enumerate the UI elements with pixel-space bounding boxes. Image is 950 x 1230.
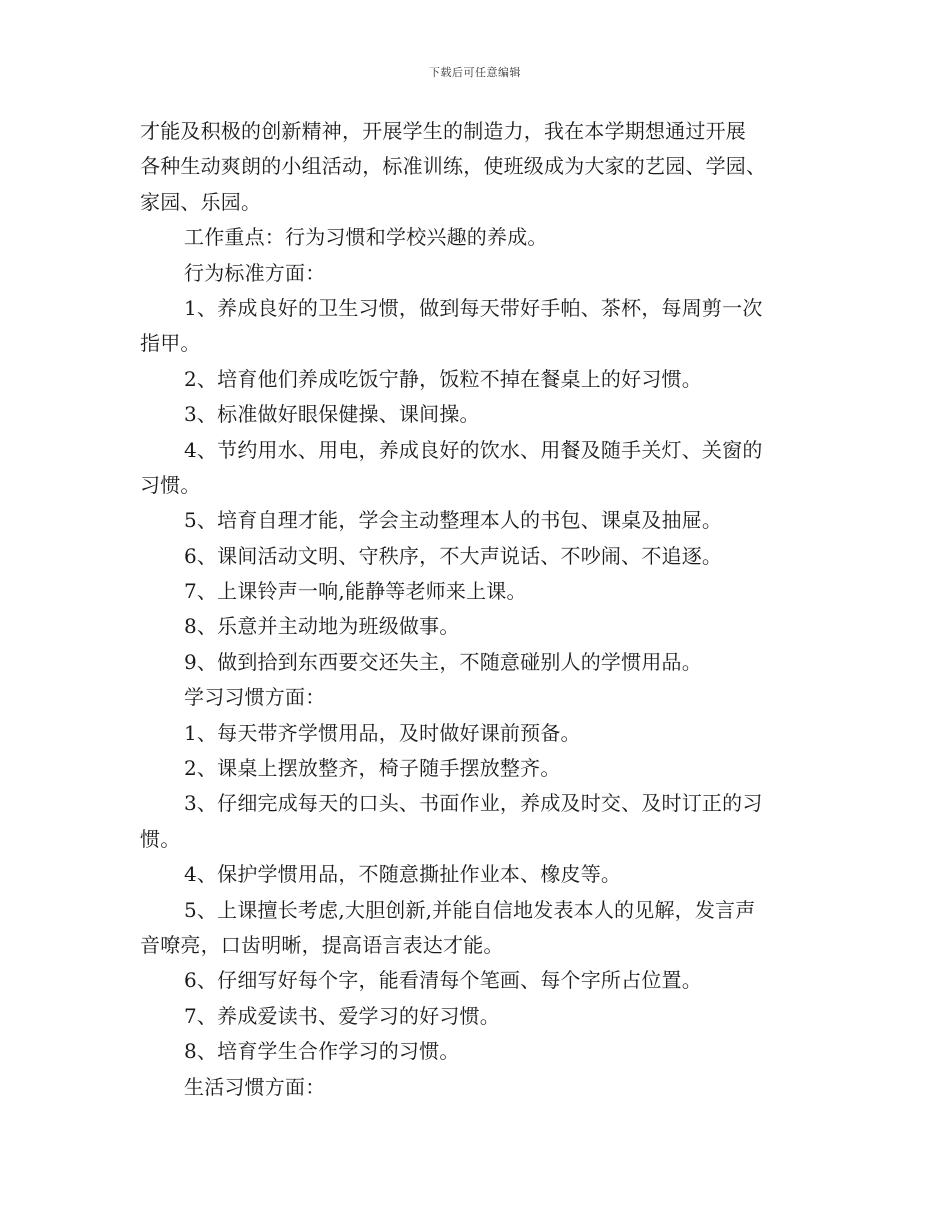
- text-line: 5、培育自理才能，学会主动整理本人的书包、课桌及抽屉。: [184, 508, 723, 533]
- text-line: 1、每天带齐学惯用品，及时做好课前预备。: [184, 720, 581, 745]
- text-line: 惯。: [140, 826, 181, 851]
- text-line: 9、做到拾到东西要交还失主，不随意碰别人的学惯用品。: [184, 649, 702, 674]
- text-line: 3、标准做好眼保健操、课间操。: [184, 402, 480, 427]
- text-line: 2、培育他们养成吃饭宁静，饭粒不掉在餐桌上的好习惯。: [184, 366, 702, 391]
- text-line: 工作重点：行为习惯和学校兴趣的养成。: [184, 225, 548, 250]
- text-line: 音嘹亮，口齿明晰，提高语言表达才能。: [140, 932, 504, 957]
- text-line: 3、仔细完成每天的口头、书面作业，养成及时交、及时订正的习: [184, 791, 763, 816]
- text-line: 习惯。: [140, 472, 201, 497]
- text-line: 各种生动爽朗的小组活动，标准训练，使班级成为大家的艺园、学园、: [140, 154, 767, 179]
- text-line: 2、课桌上摆放整齐，椅子随手摆放整齐。: [184, 756, 561, 781]
- text-line: 8、培育学生合作学习的习惯。: [184, 1039, 460, 1064]
- text-line: 8、乐意并主动地为班级做事。: [184, 614, 460, 639]
- text-line: 家园、乐园。: [140, 189, 262, 214]
- text-line: 6、课间活动文明、守秩序，不大声说话、不吵闹、不追逐。: [184, 543, 723, 568]
- text-line: 才能及积极的创新精神，开展学生的制造力，我在本学期想通过开展: [140, 119, 746, 143]
- text-line: 7、养成爱读书、爱学习的好习惯。: [184, 1003, 500, 1028]
- text-line: 指甲。: [140, 331, 201, 356]
- text-line: 1、养成良好的卫生习惯，做到每天带好手帕、茶杯，每周剪一次: [184, 295, 763, 320]
- text-line: 4、保护学惯用品，不随意撕扯作业本、橡皮等。: [184, 862, 622, 887]
- text-line: 5、上课擅长考虑,大胆创新,并能自信地发表本人的见解，发言声: [184, 897, 756, 922]
- text-line: 4、节约用水、用电，养成良好的饮水、用餐及随手关灯、关窗的: [184, 437, 763, 462]
- text-line: 生活习惯方面：: [184, 1074, 326, 1099]
- text-line: 学习习惯方面：: [184, 685, 326, 710]
- text-line: 行为标准方面：: [184, 260, 326, 285]
- page-header-note: 下载后可任意编辑: [429, 66, 521, 79]
- document-body: [140, 114, 820, 1105]
- text-line: 6、仔细写好每个字，能看清每个笔画、每个字所占位置。: [184, 968, 702, 993]
- text-line: 7、上课铃声一响,能静等老师来上课。: [184, 579, 527, 604]
